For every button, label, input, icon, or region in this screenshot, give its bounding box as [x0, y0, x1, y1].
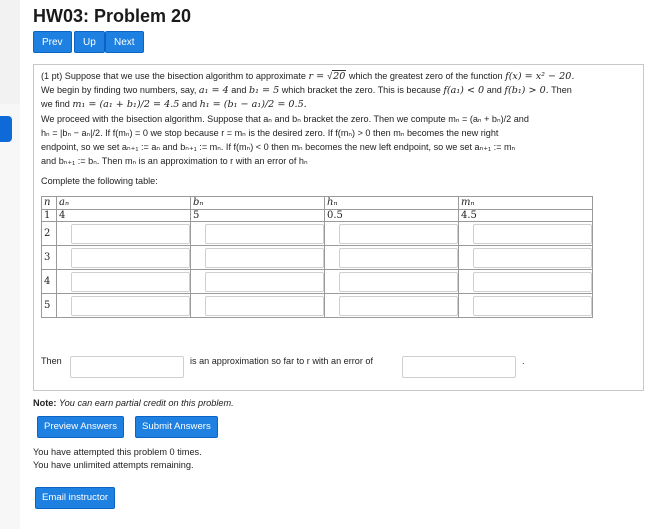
text-fragment: and	[231, 85, 247, 95]
note-text: You can earn partial credit on this problem.	[59, 398, 234, 408]
answer-input-b3[interactable]	[205, 248, 324, 268]
problem-paragraph-7: and bₙ₊₁ := bₙ. Then mₙ is an approximation to r with an error of hₙ	[41, 156, 308, 166]
problem-paragraph-4: We proceed with the bisection algorithm. Suppose that aₙ and bₙ bracket the zero. Then we compute mₙ = (aₙ + bₙ)/2 and	[41, 114, 529, 124]
cell-a	[57, 246, 191, 270]
cell-n: 3	[42, 246, 57, 270]
side-toggle-tab[interactable]	[0, 116, 12, 142]
answer-input-a3[interactable]	[71, 248, 190, 268]
attempt-count: You have attempted this problem 0 times.	[33, 447, 202, 457]
cell-h1: 0.5	[325, 210, 459, 222]
answer-input-h5[interactable]	[339, 296, 458, 316]
col-header-m: mₙ	[459, 197, 593, 210]
math-sqrt-value: 20	[333, 71, 346, 82]
cell-n: 1	[42, 210, 57, 222]
math-function: f(x) = x² − 20.	[505, 71, 575, 82]
answer-input-b4[interactable]	[205, 272, 324, 292]
cell-a	[57, 270, 191, 294]
table-row	[42, 246, 593, 270]
complete-table-label: Complete the following table:	[41, 176, 158, 186]
math-a1: a₁ = 4	[198, 85, 229, 96]
answer-input-m5[interactable]	[473, 296, 592, 316]
problem-paragraph-2	[41, 84, 641, 98]
answer-input-a4[interactable]	[71, 272, 190, 292]
answer-input-h2[interactable]	[339, 224, 458, 244]
text-fragment: Then	[551, 85, 572, 95]
cell-h	[325, 222, 459, 246]
cell-h	[325, 294, 459, 318]
attempt-status	[33, 446, 202, 472]
math-b1: b₁ = 5	[248, 85, 280, 96]
answer-input-m3[interactable]	[473, 248, 592, 268]
attempts-remaining: You have unlimited attempts remaining.	[33, 460, 194, 470]
cell-n: 2	[42, 222, 57, 246]
cell-m	[459, 294, 593, 318]
col-header-n: n	[42, 197, 57, 210]
cell-h	[325, 270, 459, 294]
note-label: Note:	[33, 398, 57, 408]
cell-a	[57, 294, 191, 318]
text-fragment: and	[486, 85, 502, 95]
math-r: r =	[308, 71, 328, 82]
prev-button[interactable]: Prev	[33, 31, 72, 53]
cell-b	[191, 270, 325, 294]
problem-paragraph-6: endpoint, so we set aₙ₊₁ := aₙ and bₙ₊₁ := mₙ. If f(mₙ) < 0 then mₙ becomes the new left endpoint, so we set aₙ₊₁ := mₙ	[41, 142, 516, 152]
problem-paragraph-3	[41, 98, 641, 112]
submit-answers-button[interactable]: Submit Answers	[135, 416, 218, 438]
cell-n: 4	[42, 270, 57, 294]
answer-input-b2[interactable]	[205, 224, 324, 244]
table-row	[42, 294, 593, 318]
email-instructor-button[interactable]: Email instructor	[35, 487, 115, 509]
cell-b1: 5	[191, 210, 325, 222]
text-fragment: Suppose that we use the bisection algorithm to approximate	[64, 71, 306, 81]
table-header-row	[42, 197, 593, 210]
points-label: (1 pt)	[41, 71, 63, 81]
cell-b	[191, 246, 325, 270]
col-header-a: aₙ	[57, 197, 191, 210]
up-button[interactable]: Up	[74, 31, 105, 53]
answer-input-m4[interactable]	[473, 272, 592, 292]
cell-a1: 4	[57, 210, 191, 222]
page-title: HW03: Problem 20	[33, 6, 192, 26]
problem-paragraph-1	[41, 70, 641, 84]
final-error-input[interactable]	[402, 356, 516, 378]
cell-m	[459, 270, 593, 294]
sqrt-icon: √	[327, 71, 333, 81]
answer-input-a2[interactable]	[71, 224, 190, 244]
cell-n: 5	[42, 294, 57, 318]
cell-h	[325, 246, 459, 270]
table-row	[42, 222, 593, 246]
text-fragment: We begin by finding two numbers, say,	[41, 85, 197, 95]
text-fragment: we find	[41, 99, 70, 109]
col-header-h: hₙ	[325, 197, 459, 210]
math-h1: h₁ = (b₁ − a₁)/2 = 0.5.	[199, 99, 307, 110]
cell-m1: 4.5	[459, 210, 593, 222]
answer-input-b5[interactable]	[205, 296, 324, 316]
final-approximation-input[interactable]	[70, 356, 184, 378]
col-header-b: bₙ	[191, 197, 325, 210]
table-row	[42, 210, 593, 222]
math-fb1: f(b₁) > 0.	[504, 85, 549, 96]
next-button[interactable]: Next	[105, 31, 144, 53]
approx-label: is an approximation so far to r with an error of	[190, 356, 373, 366]
cell-m	[459, 222, 593, 246]
then-label: Then	[41, 356, 62, 366]
cell-b	[191, 294, 325, 318]
answer-input-h3[interactable]	[339, 248, 458, 268]
math-m1: m₁ = (a₁ + b₁)/2 = 4.5	[72, 99, 180, 110]
answer-input-a5[interactable]	[71, 296, 190, 316]
text-fragment: which bracket the zero. This is because	[281, 85, 441, 95]
left-panel	[0, 0, 20, 105]
cell-b	[191, 222, 325, 246]
answer-input-h4[interactable]	[339, 272, 458, 292]
end-period: .	[522, 356, 525, 366]
answer-input-m2[interactable]	[473, 224, 592, 244]
text-fragment: which the greatest zero of the function	[348, 71, 503, 81]
math-fa1: f(a₁) < 0	[443, 85, 485, 96]
cell-a	[57, 222, 191, 246]
preview-answers-button[interactable]: Preview Answers	[37, 416, 124, 438]
problem-paragraph-5: hₙ = |bₙ − aₙ|/2. If f(mₙ) = 0 we stop because r = mₙ is the desired zero. If f(mₙ) > 0 then mₙ becomes the new right	[41, 128, 499, 138]
partial-credit-note	[33, 398, 234, 408]
cell-m	[459, 246, 593, 270]
left-panel-lower	[0, 104, 20, 529]
bisection-table	[41, 196, 593, 318]
table-row	[42, 270, 593, 294]
text-fragment: and	[181, 99, 198, 109]
